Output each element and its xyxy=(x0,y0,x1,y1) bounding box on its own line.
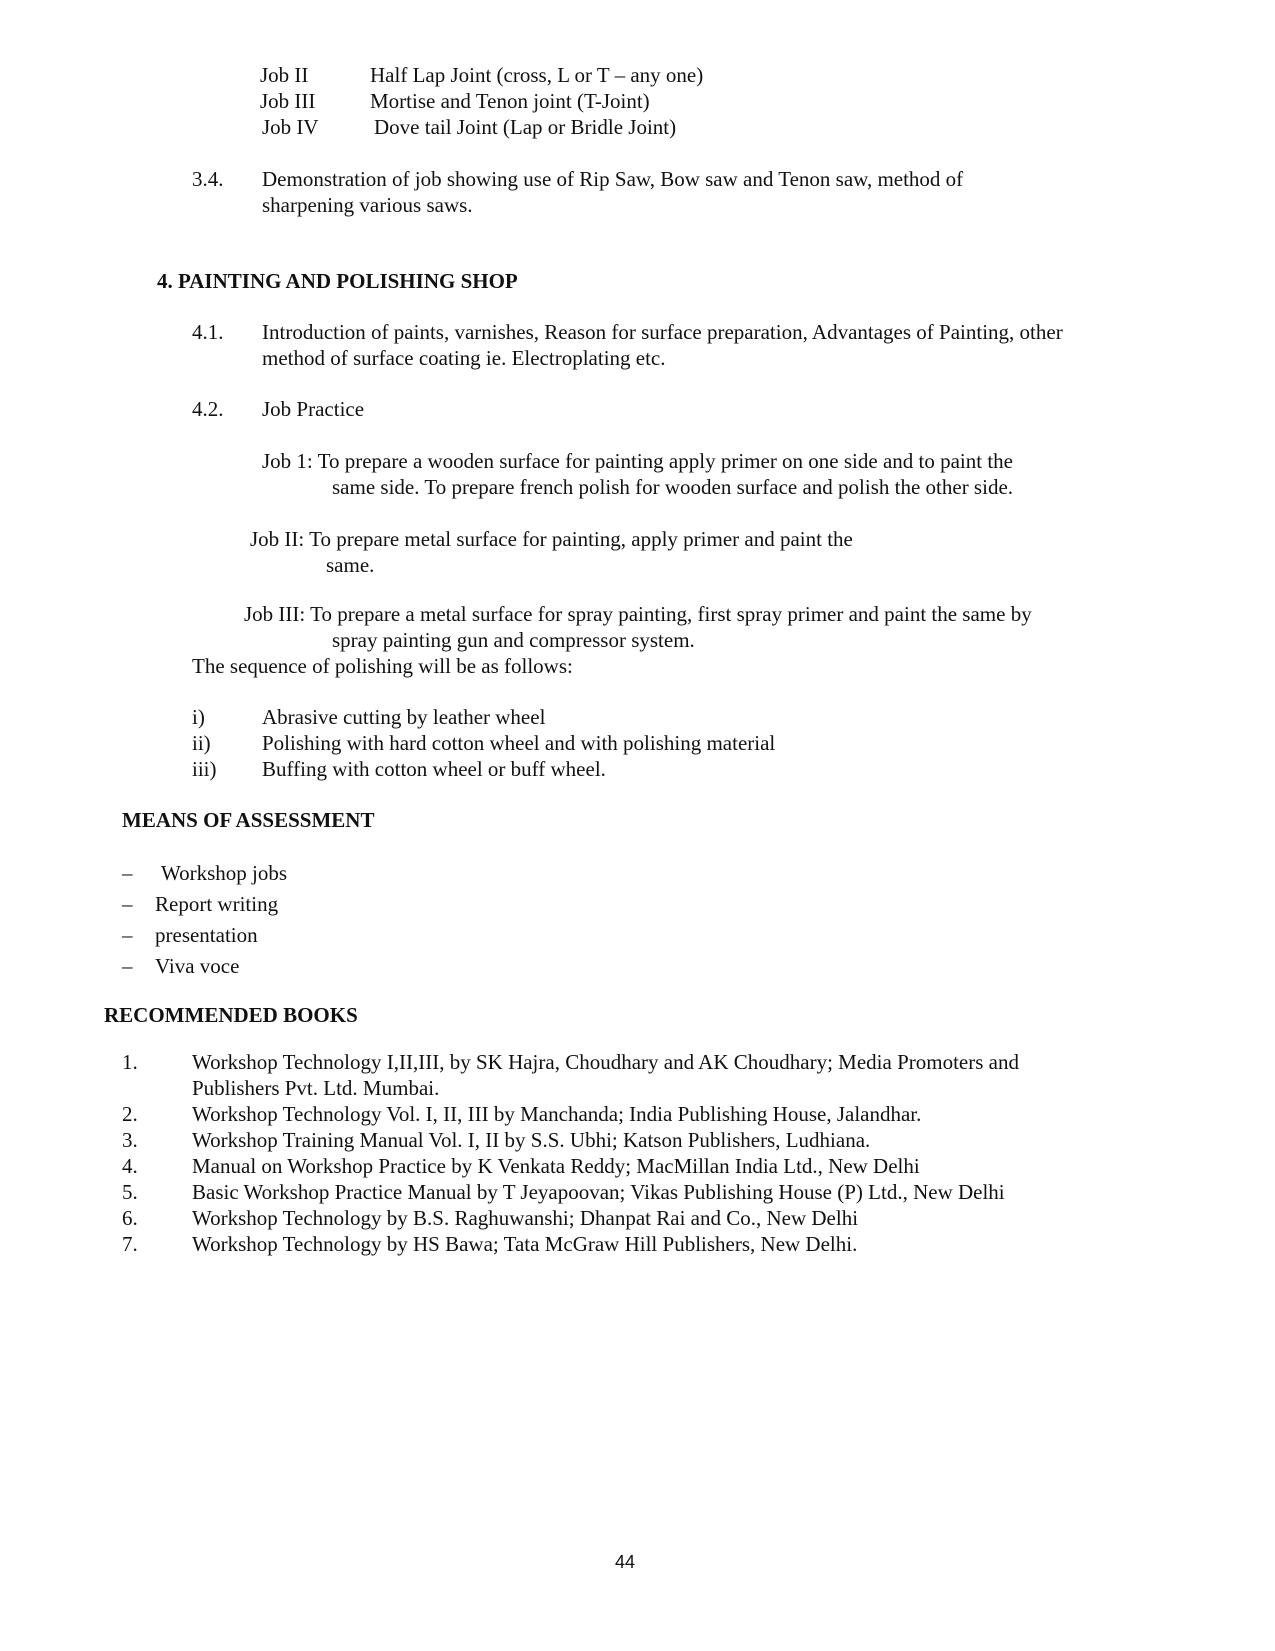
job-description: Mortise and Tenon joint (T-Joint) xyxy=(370,89,650,113)
assessment-item: Workshop jobs xyxy=(161,861,288,885)
book-number: 2. xyxy=(122,1102,138,1126)
book-entry: Workshop Training Manual Vol. I, II by S.S. Ubhi; Katson Publishers, Ludhiana. xyxy=(192,1128,871,1152)
assessment-item: presentation xyxy=(155,923,258,947)
section-heading: 4. PAINTING AND POLISHING SHOP xyxy=(157,269,518,293)
job-label: Job IV xyxy=(262,115,319,139)
book-number: 3. xyxy=(122,1128,138,1152)
item-number: 4.2. xyxy=(192,397,224,421)
sequence-number: iii) xyxy=(192,757,217,781)
book-entry: Workshop Technology I,II,III, by SK Hajra, Choudhary and AK Choudhary; Media Promoters and xyxy=(192,1050,1019,1074)
sequence-item: Abrasive cutting by leather wheel xyxy=(262,705,546,729)
bullet-dash: – xyxy=(122,892,133,916)
job-description: Job II: To prepare metal surface for painting, apply primer and paint the xyxy=(250,527,853,551)
job-label: Job II xyxy=(260,63,309,87)
page-number: 44 xyxy=(615,1552,636,1572)
book-entry: Workshop Technology Vol. I, II, III by Manchanda; India Publishing House, Jalandhar. xyxy=(192,1102,922,1126)
book-number: 5. xyxy=(122,1180,138,1204)
book-entry: Workshop Technology by HS Bawa; Tata McGraw Hill Publishers, New Delhi. xyxy=(192,1232,858,1256)
job-description: Half Lap Joint (cross, L or T – any one) xyxy=(370,63,704,87)
assessment-item: Viva voce xyxy=(155,954,240,978)
sequence-item: Buffing with cotton wheel or buff wheel. xyxy=(262,757,606,781)
item-number: 4.1. xyxy=(192,320,224,344)
item-text: sharpening various saws. xyxy=(262,193,473,217)
item-text: Introduction of paints, varnishes, Reason for surface preparation, Advantages of Painting, other xyxy=(262,320,1063,344)
section-heading: MEANS OF ASSESSMENT xyxy=(122,808,375,832)
bullet-dash: – xyxy=(122,861,133,885)
sequence-intro: The sequence of polishing will be as follows: xyxy=(192,654,573,678)
item-number: 3.4. xyxy=(192,167,224,191)
job-description: same. xyxy=(326,553,375,577)
book-number: 1. xyxy=(122,1050,138,1074)
job-description: Job 1: To prepare a wooden surface for painting apply primer on one side and to paint the xyxy=(262,449,1014,473)
sequence-item: Polishing with hard cotton wheel and with polishing material xyxy=(262,731,776,755)
item-text: method of surface coating ie. Electroplating etc. xyxy=(262,346,666,370)
book-number: 4. xyxy=(122,1154,138,1178)
book-entry: Publishers Pvt. Ltd. Mumbai. xyxy=(192,1076,440,1100)
book-number: 7. xyxy=(122,1232,138,1256)
job-description: spray painting gun and compressor system. xyxy=(332,628,695,652)
job-description: Job III: To prepare a metal surface for spray painting, first spray primer and paint the same by xyxy=(244,602,1032,626)
sequence-number: i) xyxy=(192,705,205,729)
bullet-dash: – xyxy=(122,954,133,978)
item-text: Job Practice xyxy=(262,397,365,421)
bullet-dash: – xyxy=(122,923,133,947)
assessment-item: Report writing xyxy=(155,892,279,916)
section-heading: RECOMMENDED BOOKS xyxy=(104,1003,358,1027)
item-text: Demonstration of job showing use of Rip Saw, Bow saw and Tenon saw, method of xyxy=(262,167,964,191)
book-entry: Manual on Workshop Practice by K Venkata Reddy; MacMillan India Ltd., New Delhi xyxy=(192,1154,920,1178)
job-description: Dove tail Joint (Lap or Bridle Joint) xyxy=(374,115,677,139)
job-description: same side. To prepare french polish for wooden surface and polish the other side. xyxy=(332,475,1014,499)
job-label: Job III xyxy=(260,89,316,113)
book-entry: Basic Workshop Practice Manual by T Jeyapoovan; Vikas Publishing House (P) Ltd., New Delhi xyxy=(192,1180,1005,1204)
book-entry: Workshop Technology by B.S. Raghuwanshi; Dhanpat Rai and Co., New Delhi xyxy=(192,1206,859,1230)
sequence-number: ii) xyxy=(192,731,211,755)
book-number: 6. xyxy=(122,1206,138,1230)
